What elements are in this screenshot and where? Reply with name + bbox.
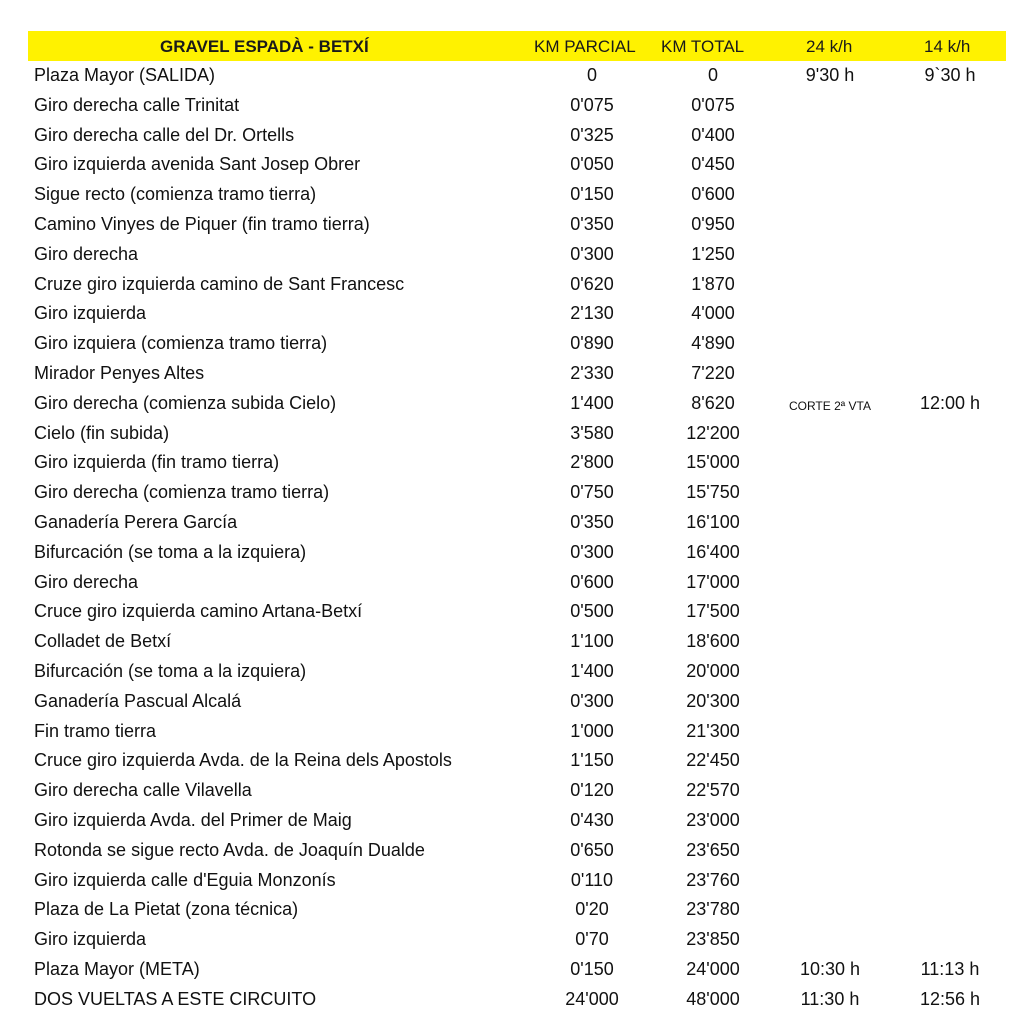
row-km-total: 17'000 [686,571,740,592]
row-time-24: 11:30 h [800,988,860,1009]
row-description: Colladet de Betxí [34,631,172,652]
row-km-total: 0'400 [691,124,735,145]
row-description: Giro izquierda (fin tramo tierra) [34,452,280,473]
row-km-parcial: 3'580 [570,422,614,443]
table-row [0,330,1015,360]
row-description: Giro derecha [34,571,139,592]
row-description: DOS VUELTAS A ESTE CIRCUITO [34,988,317,1009]
table-header [28,31,1006,61]
table-row [0,271,1015,301]
table-row [0,598,1015,628]
row-km-parcial: 0'600 [570,571,614,592]
row-km-parcial: 2'800 [570,452,614,473]
row-time-14: 11:13 h [920,958,980,979]
table-row [0,986,1015,1016]
row-km-parcial: 24'000 [565,988,619,1009]
table-row [0,211,1015,241]
row-km-parcial: 0'70 [575,929,609,950]
row-time-24: 9'30 h [805,65,855,85]
row-description: Giro derecha calle Vilavella [34,780,252,801]
table-row [0,122,1015,152]
table-row [0,956,1015,986]
row-description: Rotonda se sigue recto Avda. de Joaquín Dualde [34,839,425,860]
row-km-total: 23'760 [686,869,740,890]
row-description: Plaza Mayor (META) [34,958,200,979]
row-description: Giro derecha calle del Dr. Ortells [34,124,295,145]
table-row [0,688,1015,718]
row-km-parcial: 0'350 [570,213,614,234]
table-row [0,509,1015,539]
row-km-total: 12'200 [686,422,740,443]
row-km-total: 16'400 [686,541,740,562]
route-table-body [0,62,1015,1016]
row-description: Giro derecha [34,243,139,264]
row-km-parcial: 0'150 [570,184,614,205]
row-description: Camino Vinyes de Piquer (fin tramo tierra) [34,213,370,234]
header-km-parcial: KM PARCIAL [534,37,636,56]
row-km-total: 22'450 [686,750,740,771]
row-description: Bifurcación (se toma a la izquiera) [34,660,307,681]
row-km-parcial: 1'400 [570,660,614,681]
row-km-parcial: 0'650 [570,839,614,860]
header-speed-24: 24 k/h [806,37,853,56]
row-description: Cielo (fin subida) [34,422,170,443]
table-row [0,718,1015,748]
row-time-24: CORTE 2ª VTA [788,398,871,413]
row-time-14: 9`30 h [924,65,976,85]
table-row [0,390,1015,420]
table-row [0,360,1015,390]
row-km-total: 15'750 [686,482,740,503]
row-km-total: 18'600 [686,631,740,652]
row-km-parcial: 1'100 [570,631,614,652]
row-description: Ganadería Perera García [34,511,238,532]
row-km-parcial: 0'430 [570,809,614,830]
row-description: Giro derecha (comienza tramo tierra) [34,482,330,503]
table-row [0,151,1015,181]
row-km-total: 7'220 [691,362,735,383]
row-km-total: 22'570 [686,780,740,801]
row-km-parcial: 0'20 [575,899,609,920]
table-row [0,241,1015,271]
table-row [0,62,1015,92]
table-row [0,628,1015,658]
row-km-total: 20'300 [686,690,740,711]
row-km-total: 23'650 [686,839,740,860]
table-row [0,837,1015,867]
table-row [0,569,1015,599]
row-km-total: 4'000 [691,303,735,324]
table-row [0,181,1015,211]
row-description: Giro derecha (comienza subida Cielo) [34,392,337,413]
table-row [0,807,1015,837]
row-km-total: 15'000 [686,452,740,473]
row-km-total: 16'100 [686,511,740,532]
row-km-parcial: 0'300 [570,690,614,711]
row-description: Ganadería Pascual Alcalá [34,690,242,711]
row-km-parcial: 0 [586,65,597,85]
row-km-parcial: 0'500 [570,601,614,622]
table-row [0,896,1015,926]
row-description: Giro izquierda [34,303,147,324]
row-description: Cruce giro izquierda Avda. de la Reina dels Apostols [34,750,452,771]
row-description: Sigue recto (comienza tramo tierra) [34,184,317,205]
row-description: Giro derecha calle Trinitat [34,94,240,115]
table-row [0,449,1015,479]
row-km-parcial: 0'120 [570,780,614,801]
row-km-parcial: 0'300 [570,541,614,562]
table-row [0,926,1015,956]
row-description: Mirador Penyes Altes [34,362,205,383]
row-km-total: 23'780 [686,899,740,920]
row-description: Plaza Mayor (SALIDA) [34,65,216,85]
row-km-parcial: 0'075 [570,94,614,115]
table-row [0,867,1015,897]
row-km-total: 23'000 [686,809,740,830]
row-km-total: 1'870 [691,273,735,294]
row-km-parcial: 0'350 [570,511,614,532]
row-km-parcial: 0'325 [570,124,614,145]
table-row [0,92,1015,122]
row-km-total: 20'000 [686,660,740,681]
row-km-total: 0'450 [691,154,735,175]
row-description: Cruce giro izquierda camino Artana-Betxí [34,601,363,622]
row-km-parcial: 0'300 [570,243,614,264]
table-row [0,539,1015,569]
row-km-total: 21'300 [686,720,740,741]
row-km-parcial: 2'330 [570,362,614,383]
row-km-total: 0'075 [691,94,735,115]
row-description: Giro izquierda calle d'Eguia Monzonís [34,869,336,890]
table-row [0,777,1015,807]
row-km-total: 8'620 [691,392,735,413]
table-row [0,658,1015,688]
row-km-total: 48'000 [686,988,740,1009]
row-description: Plaza de La Pietat (zona técnica) [34,899,299,920]
row-description: Giro izquierda Avda. del Primer de Maig [34,809,352,830]
header-speed-14: 14 k/h [924,37,971,56]
row-km-total: 0 [707,65,718,85]
row-km-parcial: 0'620 [570,273,614,294]
row-time-14: 12:56 h [919,988,981,1009]
row-km-total: 1'250 [691,243,735,264]
row-km-parcial: 2'130 [570,303,614,324]
row-km-total: 23'850 [686,929,740,950]
row-km-parcial: 0'050 [570,154,614,175]
row-km-parcial: 0'890 [570,333,614,354]
header-km-total: KM TOTAL [661,37,745,56]
table-row [0,747,1015,777]
row-km-parcial: 0'750 [570,482,614,503]
row-time-14: 12:00 h [919,392,981,413]
row-km-total: 4'890 [691,333,735,354]
row-description: Giro izquierda [34,929,147,950]
row-km-parcial: 1'000 [570,720,614,741]
row-km-total: 24'000 [686,958,740,979]
route-title: GRAVEL ESPADÀ - BETXÍ [160,37,369,56]
row-km-parcial: 0'110 [570,869,614,890]
row-description: Cruze giro izquierda camino de Sant Francesc [34,273,405,294]
row-time-24: 10:30 h [799,958,861,979]
row-km-total: 17'500 [686,601,740,622]
table-row [0,479,1015,509]
row-description: Giro izquiera (comienza tramo tierra) [34,333,328,354]
row-km-parcial: 1'150 [570,750,614,771]
row-km-total: 0'600 [691,184,735,205]
row-km-parcial: 1'400 [570,392,614,413]
table-row [0,300,1015,330]
row-km-total: 0'950 [691,213,735,234]
table-row [0,420,1015,450]
row-description: Bifurcación (se toma a la izquiera) [34,541,307,562]
row-description: Giro izquierda avenida Sant Josep Obrer [34,154,361,175]
row-description: Fin tramo tierra [34,720,157,741]
row-km-parcial: 0'150 [570,958,614,979]
